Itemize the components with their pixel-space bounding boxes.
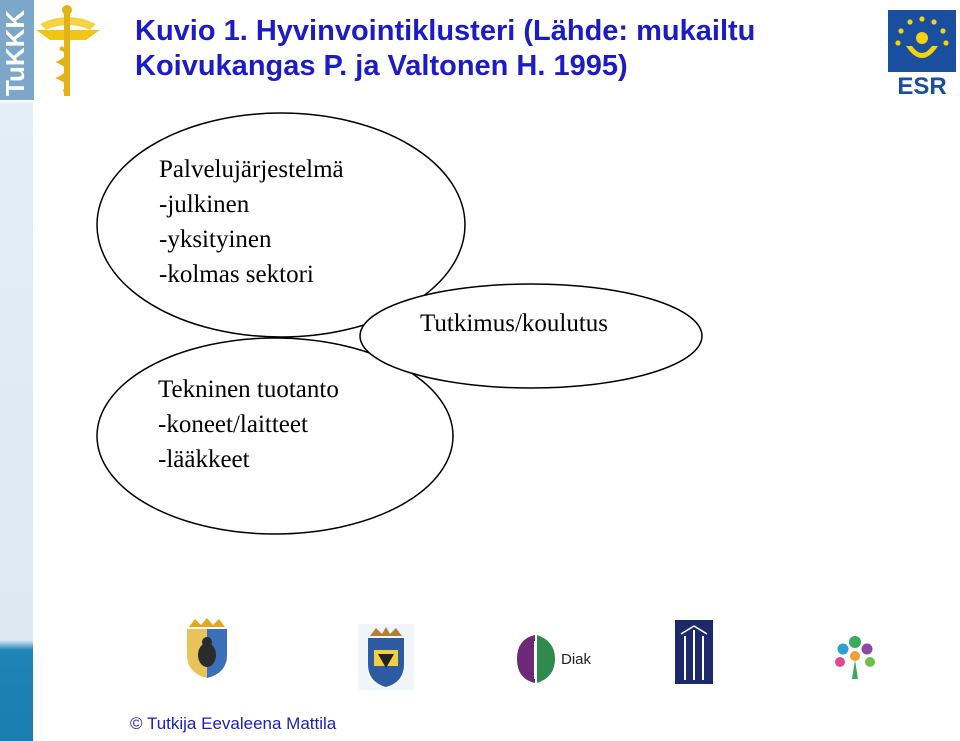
pillars-logo-icon [675,620,713,684]
tekninen-text [158,372,339,477]
tutkimus-line-0: Tutkimus/koulutus [420,310,609,337]
slide-title-line2: Koivukangas P. ja Valtonen H. 1995) [135,50,628,82]
copyright-text: © Tutkija Eevaleena Mattila [130,714,337,733]
tukkk-logo-text: TuKKK [0,9,30,96]
tutkimus-text [420,306,608,341]
diak-logo-icon [515,633,605,685]
palvelu-text [159,152,344,292]
palvelu-line-2: -yksityinen [159,226,272,253]
esr-logo-text: ESR [897,73,947,96]
palvelu-line-1: -julkinen [159,191,250,218]
tekninen-line-0: Tekninen tuotanto [158,376,339,403]
coat-of-arms-bear-icon [183,617,231,679]
tekninen-line-2: -lääkkeet [158,446,250,473]
palvelu-line-0: Palvelujärjestelmä [159,156,344,183]
flower-logo-icon [830,632,880,680]
palvelu-line-3: -kolmas sektori [159,261,314,288]
coat-of-arms-crest-icon [358,624,414,690]
diak-logo-text: Diak [561,651,592,668]
tekninen-line-1: -koneet/laitteet [158,411,308,438]
slide-title-line1: Kuvio 1. Hyvinvointiklusteri (Lähde: mukailtu [135,15,756,47]
